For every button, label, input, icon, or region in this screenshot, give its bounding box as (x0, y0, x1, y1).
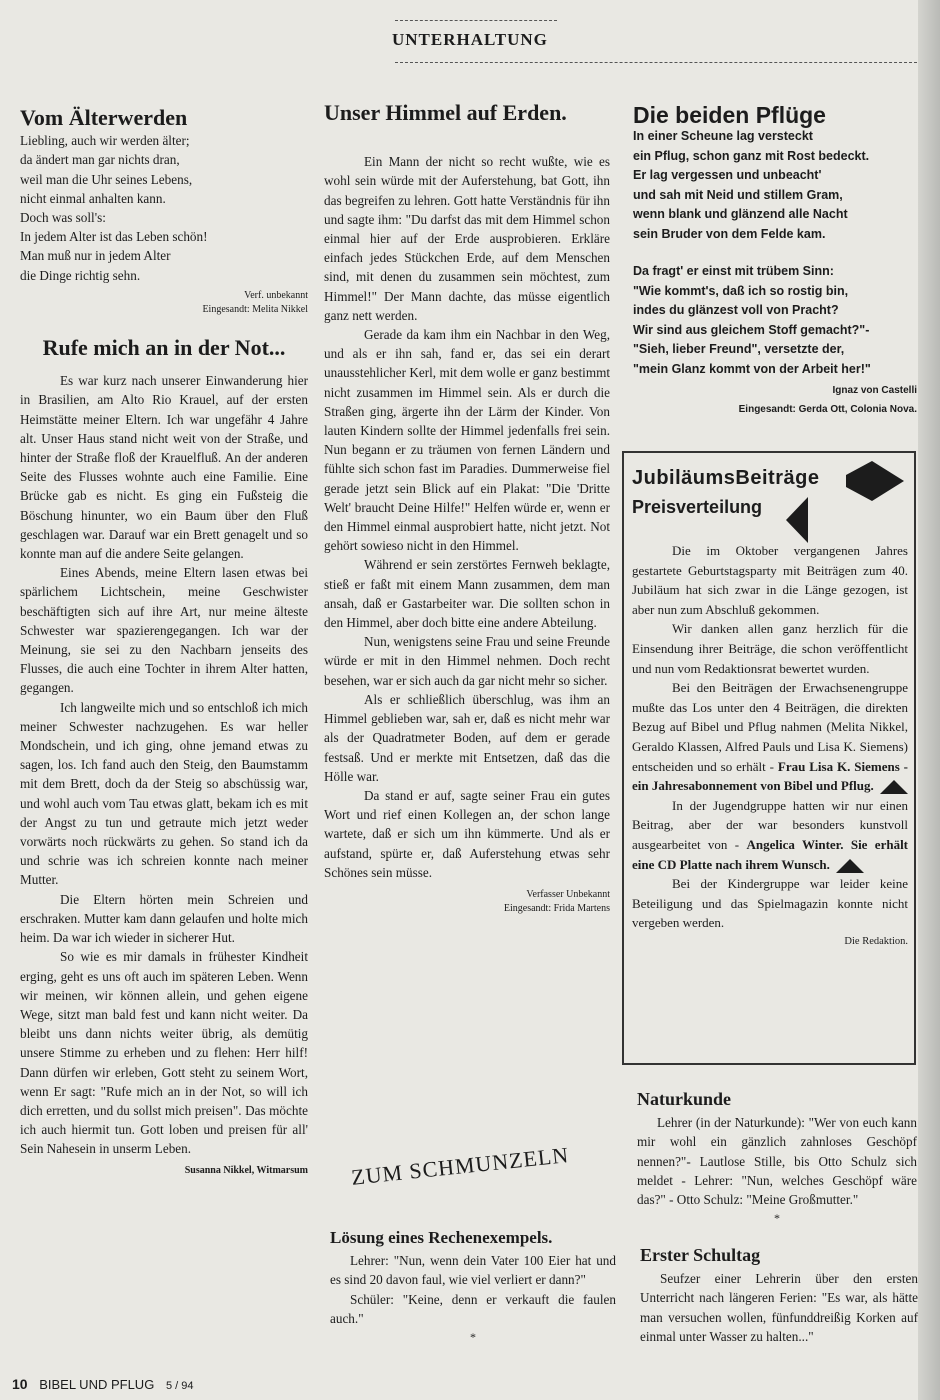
alterwerden-sender: Eingesandt: Melita Nikkel (202, 303, 308, 315)
poem-line: Liebling, auch wir werden älter; (20, 133, 190, 149)
page-number: 10 (12, 1376, 28, 1392)
header-rule-top (395, 20, 557, 21)
article-himmel (324, 100, 610, 916)
himmel-paragraph: Ein Mann der nicht so recht wußte, wie es wohl sein würde mit der Auferstehung, bat Gott, ihn das begreifen zu lehren. Gott hatte Verständnis für ihn und sagte ihm: "Du darfst das mit dem Himmel schon einmal hier auf der Erde ausprobieren. Erkläre einfach jedes Stückchen Erde, auf dem Menschen sind, mit denen du zusammen sein möchtest, zum Himmel!" Der Mann dachte, das müsse eigentlich ganz nett werden. (324, 154, 610, 323)
poem-line: In einer Scheune lag versteckt (633, 129, 813, 144)
arrow-icon (786, 497, 812, 543)
naturkunde-title: Naturkunde (637, 1089, 732, 1109)
jubilaeum-paragraph (632, 796, 908, 874)
issue-number: 5 / 94 (165, 1380, 194, 1392)
himmel-paragraph: Während er sein zerstörtes Fernweh beklagte, stieß er faßt mit einem Mann zusammen, dem man ansah, daß er Gastarbeiter war. Die sollten schon in den Himmel, aber doch bitte eine andere Abteilung. (324, 557, 610, 631)
arrow-icon (836, 859, 864, 873)
pfluege-sender: Eingesandt: Gerda Ott, Colonia Nova. (738, 404, 917, 416)
pfluege-author: Ignaz von Castelli (832, 385, 917, 397)
winner-youth: Angelica Winter. Sie erhält eine CD Platte nach ihrem Wunsch. (632, 836, 909, 872)
alterwerden-title: Vom Älterwerden (20, 105, 188, 130)
pfluege-stanza-2 (633, 262, 917, 379)
rufe-paragraph: Eines Abends, meine Eltern lasen etwas bei spärlichem Lichtschein, meine Geschwister beschäftigten sich auf ihre Art, nur meine älteste Schwester war spazierengegangen. Ich war der Meinung, sie sei zu den Nachbarn jenseits des Flusses, die auch eine Tochter in ihrem Alter hatten, gegangen. (20, 565, 308, 696)
alterwerden-author: Verf. unbekannt (244, 289, 308, 301)
page-footer (12, 1376, 193, 1392)
poem-line: Da fragt' er einst mit trübem Sinn: (633, 264, 834, 279)
poem-line: Doch was soll's: (20, 210, 106, 226)
poem-line: Wir sind aus gleichem Stoff gemacht?"- (633, 322, 870, 337)
jubilaeum-paragraph: Die im Oktober vergangenen Jahres gestartete Geburtstagsparty mit Beiträgen zum 40. Jubiläum hat sich zwar in die Länge gezogen, ist aber nun zum Abschluß gekommen. (632, 543, 908, 617)
poem-line: "mein Glanz kommt von der Arbeit her!" (633, 361, 871, 376)
schmunzeln-banner: ZUM SCHMUNZELN (350, 1142, 571, 1190)
poem-line: die Dinge richtig sehn. (20, 267, 141, 283)
jubilaeum-paragraph: Bei der Kindergruppe war leider keine Beteiligung und das Spielmagazin konnte nicht vergeben werden. (632, 876, 908, 931)
poem-line: sein Bruder von dem Felde kam. (633, 226, 826, 241)
rufe-paragraph: So wie es mir damals in frühester Kindheit erging, geht es uns oft auch im späteren Leben. Wenn wir meinen, wir können allein, und gehen eigene Wege, sitzt man bald fest und kann nicht weiter. Da bleibt uns dann nichts weiter übrig, als demütig unsere Stimme zu erheben und zu flehen: Herr hilf! Dann dürfen wir erleben, Gott steht zu seinem Wort, wenn Er sagt: "Rufe mich an in der Not, so will ich dich erretten, und du sollst mich preisen". Das möchte ich auch hiermit tun. Gott loben und preisen für all' Sein Nahesein in unserm Leben. (20, 949, 308, 1157)
schultag-title: Erster Schultag (640, 1245, 761, 1265)
rufe-title: Rufe mich an in der Not... (42, 335, 286, 360)
section-title: UNTERHALTUNG (392, 30, 548, 49)
rufe-paragraph: Ich langweilte mich und so entschloß ich mich meiner Schwester nachzugehen. Es war heller Mondschein, und ich ging, ohne jemand etwas zu sagen, los. Ich fand auch den Steig, den Baumstamm mit dem Brett, doch da der Steig so abschüssig war, und wohl auch vom Tau etwas glatt, bekam ich es mit der Angst zu tun und getraute mich jetzt weder vorwärts noch rückwärts zu gehen. So stand ich da und schrie was ich schreien konnte nach meiner Mutter. (20, 699, 308, 888)
himmel-sender: Eingesandt: Frida Martens (503, 902, 610, 914)
separator-star: * (470, 1330, 476, 1345)
rufe-paragraph: Es war kurz nach unserer Einwanderung hier in Brasilien, am Alto Rio Krauel, auf der ersten Heimstätte meiner Eltern. Ich war ungefähr 4 Jahre alt. Unser Haus stand nicht weit von der Straße, und hinter der Straße floß der Krauelfluß. An der anderen Seite des Flusses wohnte auch eine Familie. Eine Brücke gab es nicht. Es ging ein Fußsteig die Böschung hinunter, wo ein Baum über den Fluß geschlagen war. Darauf war ein Brett genagelt und so konnte man auf die andere Seite gelangen. (20, 373, 308, 562)
poem-line: wenn blank und glänzend alle Nacht (633, 207, 848, 222)
poem-line: indes du glänzest voll von Pracht? (633, 303, 839, 318)
separator-star: * (774, 1211, 780, 1226)
jubilaeum-paragraph: Wir danken allen ganz herzlich für die Einsendung ihrer Beiträge, die schon veröffentlicht und nun vom Redaktionsrat bewertet wurden. (632, 621, 908, 676)
himmel-paragraph: Da stand er auf, sagte seiner Frau ein gutes Wort und rief einen Kollegen an, der schon lange wartete, daß er sich um ihn kümmerte. Und als er aufstand, spürte er, daß Auferstehung etwas sehr Schönes sein müsse. (324, 787, 610, 880)
header-rule-bottom (395, 62, 917, 63)
poem-line: Man muß nur in jedem Alter (20, 248, 171, 264)
himmel-title: Unser Himmel auf Erden. (324, 100, 567, 125)
magazine-name: BIBEL UND PFLUG (39, 1377, 155, 1392)
rufe-author: Susanna Nikkel, Witmarsum (184, 1164, 308, 1176)
pfluege-title: Die beiden Pflüge (633, 102, 826, 128)
poem-line: nicht einmal anhalten kann. (20, 190, 166, 206)
article-naturkunde (637, 1090, 917, 1228)
himmel-paragraph: Als er schließlich überschlug, was ihm an Himmel geblieben war, sah er, daß es nicht mehr war als der Quadratmeter Boden, auf dem er gerade festsaß. Und er merkte mit Entsetzen, daß das die Hölle war. (324, 691, 610, 784)
winner-adult: Frau Lisa K. Siemens - ein Jahresabonnement von Bibel und Pflug. (632, 758, 909, 794)
poem-line: weil man die Uhr seines Lebens, (20, 171, 193, 187)
rechenexempel-paragraph: Schüler: "Keine, denn er verkauft die faulen auch." (330, 1291, 616, 1326)
arrow-icon (880, 780, 908, 794)
jubilaeum-body (632, 541, 908, 949)
poem-line: "Wie kommt's, daß ich so rostig bin, (633, 283, 849, 298)
article-rechenexempel (330, 1228, 616, 1347)
schultag-text: Seufzer einer Lehrerin über den ersten Unterricht nach längeren Ferien: "Es war, als hätte man versuchen wollen, fünfunddreißig Korken auf einmal unter Wasser zu halten..." (640, 1271, 918, 1344)
poem-line: da ändert man gar nichts dran, (20, 152, 180, 168)
himmel-author: Verfasser Unbekannt (526, 888, 610, 900)
article-alterwerden (20, 105, 308, 317)
poem-line: und sah mit Neid und stillem Gram, (633, 187, 843, 202)
page-edge (918, 0, 940, 1400)
rechenexempel-paragraph: Lehrer: "Nun, wenn dein Vater 100 Eier hat und es sind 20 davon faul, wie viel verliert er dann?" (330, 1253, 616, 1288)
naturkunde-text: Lehrer (in der Naturkunde): "Wer von euch kann mir wohl ein gänzlich zahnloses Geschöpf nennen?"- Lautlose Stille, bis Otto Schulz sich meldet - Lehrer: "Nun, welches Geschöpf wäre das?" - Otto Schulz: "Meine Großmutter." (637, 1115, 917, 1208)
jubilaeum-subtitle: Preisverteilung (632, 497, 763, 517)
article-pfluege (633, 102, 917, 420)
article-rufe (20, 335, 308, 1180)
himmel-paragraph: Nun, wenigstens seine Frau und seine Freunde würde er mit in den Himmel nehmen. Doch recht besehen, war er sich auch da gar nicht mehr so sicher. (324, 634, 610, 688)
poem-line: In jedem Alter ist das Leben schön! (20, 229, 208, 245)
arrow-icon (846, 461, 910, 503)
jubilaeum-text: In der Jugendgruppe hatten wir nur einen Beitrag, aber der war besonders kunstvoll ausgearbeitet von - (632, 797, 908, 852)
pfluege-stanza-1 (633, 127, 917, 244)
jubilaeum-signature: Die Redaktion. (844, 935, 908, 947)
poem-line: "Sieh, lieber Freund", versetzte der, (633, 342, 845, 357)
poem-line: Er lag vergessen und unbeacht' (633, 168, 822, 183)
rechenexempel-title: Lösung eines Rechenexempels. (330, 1228, 553, 1247)
alterwerden-poem (20, 131, 308, 285)
jubilaeum-paragraph (632, 678, 908, 796)
jubilaeum-title: JubiläumsBeiträge (632, 467, 820, 489)
jubilaeum-box (622, 451, 916, 1065)
poem-line: ein Pflug, schon ganz mit Rost bedeckt. (633, 148, 870, 163)
jubilaeum-text: Bei den Beiträgen der Erwachsenengruppe mußte das Los unter den 4 Beiträgen, die direkten Bezug auf Bibel und Pflug nahmen (Melita Nikkel, Geraldo Klassen, Alfred Pauls und Lisa K. Siemens) entscheiden und so erhält - (632, 680, 908, 774)
himmel-paragraph: Gerade da kam ihm ein Nachbar in den Weg, und als er ihn sah, fand er, das sei ein derart unausstehlicher Kerl, mit dem wolle er ganz bestimmt nicht zusammen im Himmel sein. Als er durch die Straßen ging, ärgerte ihn der Lärm der Kinder. Von lauten Kindern sollte der Himmel jedenfalls frei sein. Nun begann er zu träumen von fernen Ländern und fühlte sich schon fast im Paradies. Dummerweise fiel gerade jetzt sein Blick auf ein Plakat: "Die 'Dritte Welt' braucht Deine Hilfe!" Helfen würde er, wenn er den Himmel einmal ausprobiert hatte, nicht jetzt. Not gehört sowieso nicht in den Himmel. (324, 327, 610, 554)
article-schultag (640, 1246, 918, 1346)
rufe-paragraph: Die Eltern hörten mein Schreien und erschraken. Mutter kam dann gelaufen und holte mich heim. Da war ich wieder in sicherer Hut. (20, 891, 308, 946)
